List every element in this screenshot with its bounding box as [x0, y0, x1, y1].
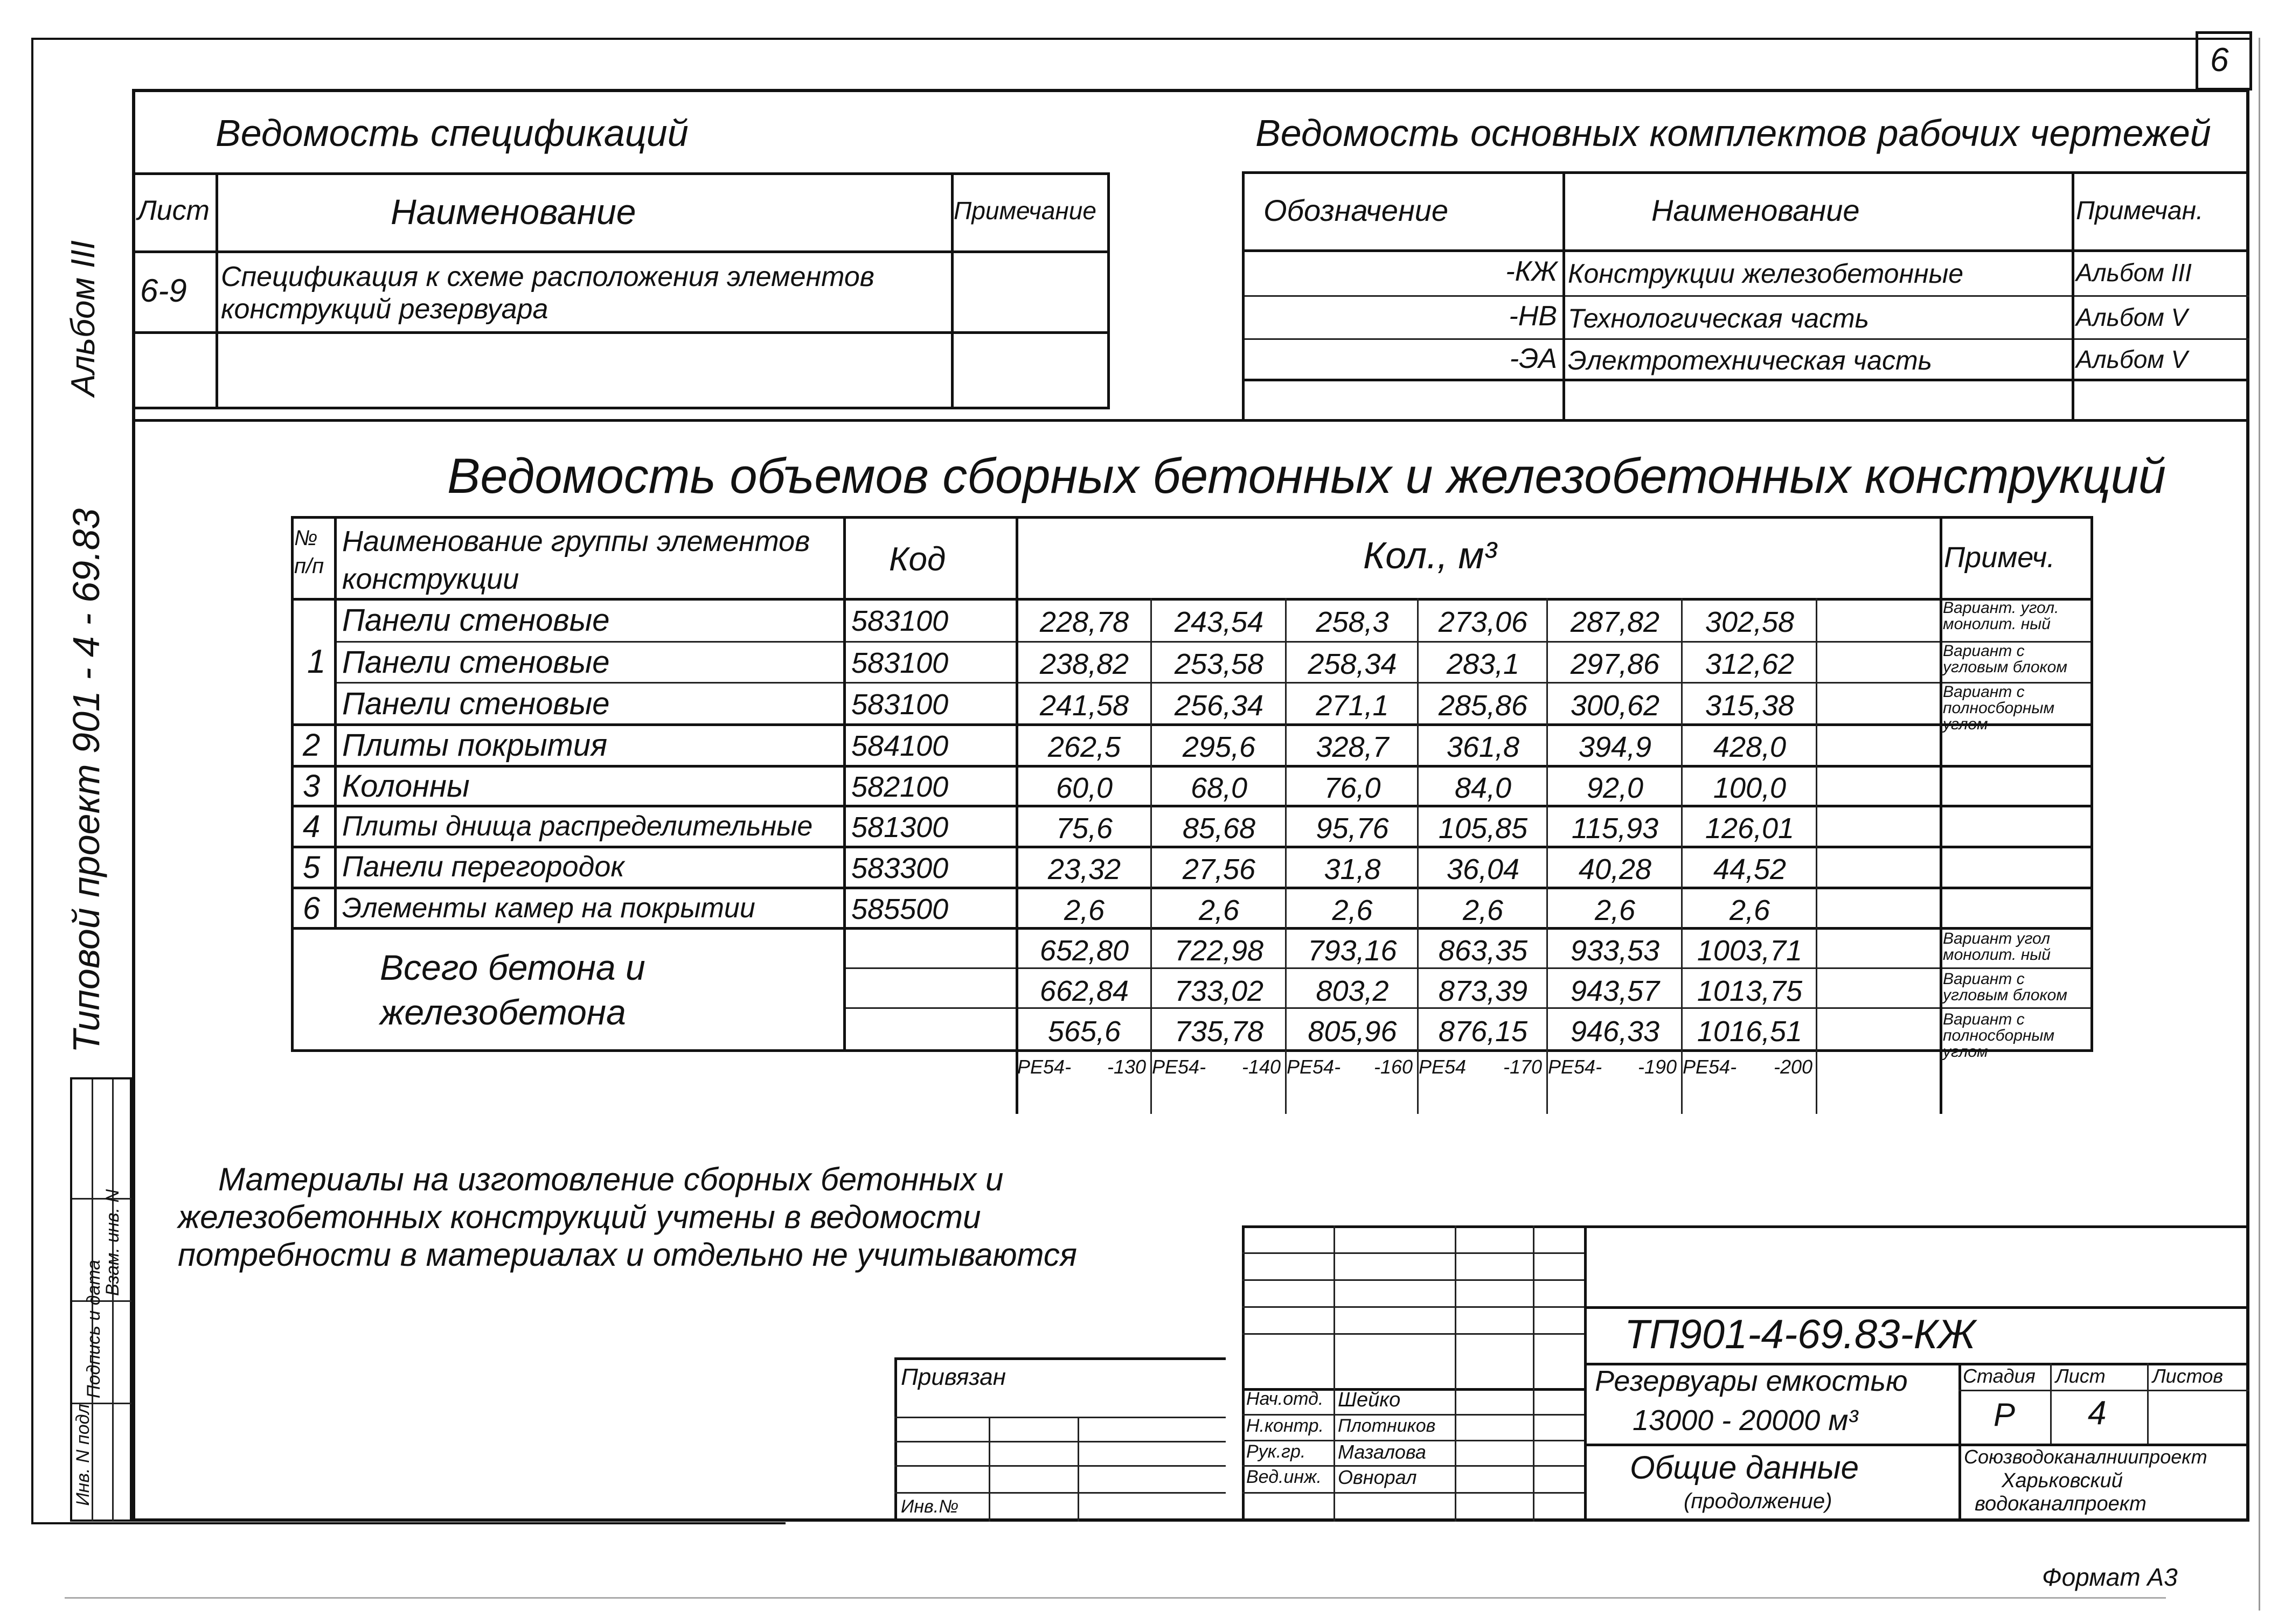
vol-total-2-v4: 873,39	[1438, 975, 1528, 1007]
vol-row-5-v2: 27,56	[1182, 853, 1256, 886]
vol-mark-6b: -200	[1774, 1056, 1813, 1078]
vol-row-1b-code: 583100	[851, 647, 949, 679]
vol-row-2-v1: 262,5	[1047, 731, 1121, 763]
vol-row-1c-v2: 256,34	[1174, 689, 1264, 722]
vol-mark-4a: РЕ54	[1419, 1056, 1467, 1078]
vol-row-1c-v6: 315,38	[1705, 689, 1795, 722]
vol-row-1c-v3: 271,1	[1316, 689, 1389, 722]
vol-row-1c-v5: 300,62	[1570, 689, 1660, 722]
vol-row-4-v5: 115,93	[1571, 812, 1659, 845]
vol-row-3-v3: 76,0	[1324, 772, 1381, 804]
vol-row-5-v3: 31,8	[1324, 853, 1381, 886]
vol-row-4-v4: 105,85	[1438, 812, 1528, 845]
vol-row-1a-code: 583100	[851, 605, 949, 637]
side-stamp-sign: Подпись и дата	[84, 1259, 104, 1398]
object-line-1: Резервуары емкостью	[1595, 1365, 1908, 1397]
vol-mark-3b: -160	[1374, 1056, 1413, 1078]
vol-mark-3a: РЕ54-	[1287, 1056, 1341, 1078]
spec-row-sheet: 6-9	[140, 273, 187, 309]
vol-total-label-1: Всего бетона и	[380, 947, 645, 987]
vol-total-3-note: Вариант с полносборным углом	[1943, 1010, 2055, 1061]
vol-total-1-v6: 1003,71	[1697, 935, 1803, 967]
attached-label: Привязан	[901, 1364, 1006, 1390]
vol-row-1b-v2: 253,58	[1174, 648, 1264, 680]
vol-row-3-v2: 68,0	[1190, 772, 1248, 804]
vol-total-label-2: железобетона	[380, 992, 626, 1032]
vol-row-3-v5: 92,0	[1586, 772, 1644, 804]
vol-row-6-num: 6	[303, 891, 321, 926]
stage-label: Стадия	[1963, 1365, 2036, 1387]
vol-total-3-v1: 565,6	[1047, 1015, 1121, 1048]
vol-row-4-code: 581300	[851, 811, 949, 844]
spec-title: Ведомость спецификаций	[216, 112, 689, 154]
vol-row-1c-name: Панели стеновые	[342, 686, 610, 721]
vol-row-4-v2: 85,68	[1182, 812, 1256, 845]
vol-row-3-name: Колонны	[342, 769, 470, 804]
sheet-label: Лист	[2055, 1365, 2106, 1387]
vol-total-3-v3: 805,96	[1308, 1015, 1397, 1048]
side-stamp-vzam: Взам. инв. N	[102, 1189, 123, 1296]
vol-total-2-note: Вариант с угловым блоком	[1943, 970, 2067, 1004]
vol-row-2-v6: 428,0	[1713, 731, 1787, 763]
sets-header-note: Примечан.	[2076, 197, 2204, 225]
vol-row-1c-v4: 285,86	[1438, 689, 1528, 722]
vol-row-6-name: Элементы камер на покрытии	[342, 893, 755, 924]
name-1: Шейко	[1338, 1389, 1401, 1411]
vol-row-1b-v5: 297,86	[1570, 648, 1660, 680]
volumes-table	[291, 516, 2093, 1114]
name-3: Мазалова	[1338, 1441, 1426, 1463]
vol-mark-2b: -140	[1242, 1056, 1281, 1078]
vol-row-5-v1: 23,32	[1047, 853, 1121, 886]
name-2: Плотников	[1338, 1416, 1436, 1436]
vol-total-1-v2: 722,98	[1174, 935, 1264, 967]
top-edge-line	[31, 38, 2251, 40]
vol-row-4-num: 4	[303, 809, 321, 844]
vol-row-1c-v1: 241,58	[1039, 689, 1129, 722]
vol-row-1a-v2: 243,54	[1174, 606, 1264, 638]
sheet-number: 6	[2210, 41, 2229, 79]
bottom-edge-line	[31, 1522, 786, 1524]
name-4: Овнорал	[1338, 1466, 1417, 1488]
sets-row-3-code: -ЭА	[1509, 343, 1557, 374]
vol-row-1a-v3: 258,3	[1316, 606, 1389, 638]
sets-row-1-code: -КЖ	[1505, 256, 1557, 287]
format-label: Формат А3	[2042, 1563, 2178, 1591]
vol-total-2-v3: 803,2	[1316, 975, 1389, 1007]
sets-row-2-name: Технологическая часть	[1568, 303, 1869, 333]
inv-label: Инв.№	[901, 1496, 959, 1517]
vol-header-qty: Кол., м³	[1363, 534, 1497, 576]
side-stamp	[70, 1077, 132, 1522]
sets-header-code: Обозначение	[1263, 193, 1449, 227]
vol-row-5-num: 5	[303, 850, 321, 885]
vol-row-1-num: 1	[307, 643, 326, 680]
vol-total-1-v1: 652,80	[1039, 935, 1129, 967]
sheet-value: 4	[2088, 1395, 2107, 1432]
vol-total-2-v2: 733,02	[1174, 975, 1264, 1007]
vol-row-2-num: 2	[303, 728, 321, 763]
vol-total-2-v5: 943,57	[1570, 975, 1660, 1007]
vol-mark-6a: РЕ54-	[1683, 1056, 1737, 1078]
vol-row-5-v5: 40,28	[1578, 853, 1652, 886]
spec-header-sheet: Лист	[137, 195, 210, 226]
vol-row-4-v1: 75,6	[1055, 812, 1113, 845]
vol-row-5-v4: 36,04	[1446, 853, 1520, 886]
sets-row-2-code: -НВ	[1509, 301, 1557, 332]
vol-row-2-code: 584100	[851, 730, 949, 762]
vol-total-2-v6: 1013,75	[1697, 975, 1803, 1007]
vol-row-3-code: 582100	[851, 771, 949, 803]
vol-row-4-name: Плиты днища распределительные	[342, 811, 813, 842]
vol-row-6-v3: 2,6	[1332, 894, 1373, 926]
side-album	[48, 124, 129, 555]
vol-total-3-v6: 1016,51	[1697, 1015, 1803, 1048]
org-line-3: водоканалпроект	[1975, 1493, 2147, 1515]
vol-total-3-v5: 946,33	[1570, 1015, 1660, 1048]
vol-total-1-v5: 933,53	[1570, 935, 1660, 967]
sets-header-name: Наименование	[1651, 193, 1860, 227]
left-edge-line	[31, 38, 33, 1524]
sets-row-1-note: Альбом III	[2076, 259, 2192, 287]
vol-row-1a-v4: 273,06	[1438, 606, 1528, 638]
vol-total-3-v2: 735,78	[1174, 1015, 1264, 1048]
vol-row-3-v1: 60,0	[1055, 772, 1113, 804]
attached-block	[894, 1357, 1226, 1522]
vol-row-1a-name: Панели стеновые	[342, 603, 610, 638]
spec-header-note: Примечание	[954, 197, 1096, 225]
vol-mark-4b: -170	[1503, 1056, 1543, 1078]
vol-mark-2a: РЕ54-	[1152, 1056, 1206, 1078]
vol-row-6-v1: 2,6	[1064, 894, 1105, 926]
sets-table	[1242, 171, 2249, 419]
vol-row-1c-note: Вариант с полносборным углом	[1943, 683, 2055, 733]
vol-row-6-v2: 2,6	[1198, 894, 1240, 926]
document-code: ТП901-4-69.83-КЖ	[1624, 1312, 1976, 1357]
sets-title: Ведомость основных комплектов рабочих чертежей	[1255, 112, 2211, 154]
vol-row-1a-v1: 228,78	[1039, 606, 1129, 638]
vol-mark-5a: РЕ54-	[1548, 1056, 1602, 1078]
vol-header-num: № п/п	[294, 526, 324, 578]
role-3: Рук.гр.	[1246, 1441, 1306, 1462]
materials-note-line-3: потребности в материалах и отдельно не учитываются	[178, 1237, 1077, 1273]
vol-row-3-v6: 100,0	[1713, 772, 1787, 804]
role-1: Нач.отд.	[1246, 1389, 1324, 1409]
spec-header-name: Наименование	[391, 192, 636, 232]
org-line-1: Союзводоканалниипроект	[1964, 1446, 2207, 1468]
side-stamp-inv: Инв. N подл	[73, 1404, 93, 1506]
vol-row-6-v5: 2,6	[1594, 894, 1636, 926]
sets-row-3-note: Альбом V	[2076, 345, 2188, 373]
vol-row-1c-code: 583100	[851, 688, 949, 721]
vol-row-6-v6: 2,6	[1729, 894, 1770, 926]
vol-row-1b-v6: 312,62	[1705, 648, 1795, 680]
vol-header-name: Наименование группы элементов конструкции	[342, 525, 810, 596]
title-block	[1242, 1225, 2249, 1522]
top-separator	[132, 419, 2249, 422]
role-4: Вед.инж.	[1246, 1467, 1322, 1487]
sheet-number-box	[2196, 31, 2252, 90]
vol-total-3-v4: 876,15	[1438, 1015, 1528, 1048]
right-trim-line	[2259, 38, 2260, 1611]
spec-table	[132, 172, 1110, 409]
vol-row-5-name: Панели перегородок	[342, 851, 624, 883]
spec-row-name: Спецификация к схеме расположения элементов конструкций резервуара	[221, 261, 874, 325]
vol-row-2-v5: 394,9	[1578, 731, 1652, 763]
sets-row-2-note: Альбом V	[2076, 303, 2188, 331]
vol-row-1a-note: Вариант. угол. монолит. ный	[1943, 599, 2059, 633]
vol-row-1b-v1: 238,82	[1039, 648, 1129, 680]
vol-row-1a-v5: 287,82	[1570, 606, 1660, 638]
vol-row-4-v6: 126,01	[1705, 812, 1795, 845]
vol-total-1-v4: 863,35	[1438, 935, 1528, 967]
org-line-2: Харьковский	[2002, 1469, 2123, 1492]
sheet-title-2: (продолжение)	[1684, 1489, 1832, 1513]
sets-row-3-name: Электротехническая часть	[1568, 345, 1932, 375]
sets-row-1-name: Конструкции железобетонные	[1568, 259, 1964, 289]
vol-row-1b-v3: 258,34	[1308, 648, 1397, 680]
vol-row-1a-v6: 302,58	[1705, 606, 1795, 638]
vol-row-2-v3: 328,7	[1316, 731, 1389, 763]
vol-row-2-v2: 295,6	[1182, 731, 1256, 763]
vol-row-4-v3: 95,76	[1316, 812, 1389, 845]
materials-note-line-2: железобетонных конструкций учтены в ведомости	[178, 1199, 981, 1235]
vol-row-3-num: 3	[303, 769, 321, 804]
vol-total-2-v1: 662,84	[1039, 975, 1129, 1007]
sheets-label: Листов	[2152, 1365, 2224, 1387]
vol-row-3-v4: 84,0	[1454, 772, 1512, 804]
vol-mark-1a: РЕ54-	[1017, 1056, 1072, 1078]
sheet-title-1: Общие данные	[1630, 1449, 1859, 1486]
side-project	[48, 508, 129, 1077]
role-2: Н.контр.	[1246, 1416, 1324, 1436]
project-label: Типовой проект 901 - 4 - 69.83	[65, 508, 107, 1053]
volumes-title: Ведомость объемов сборных бетонных и железобетонных конструкций	[447, 449, 2166, 504]
object-line-2: 13000 - 20000 м³	[1633, 1404, 1858, 1437]
vol-row-6-code: 585500	[851, 893, 949, 925]
vol-total-1-note: Вариант угол монолит. ный	[1943, 930, 2051, 964]
stage-value: Р	[1994, 1397, 2016, 1433]
vol-mark-1b: -130	[1107, 1056, 1147, 1078]
vol-row-2-v4: 361,8	[1446, 731, 1520, 763]
vol-header-note: Примеч.	[1944, 541, 2055, 574]
materials-note-line-1: Материалы на изготовление сборных бетонных и	[218, 1161, 1004, 1197]
vol-row-1b-v4: 283,1	[1446, 648, 1520, 680]
album-label: Альбом III	[65, 240, 102, 396]
vol-row-1b-name: Панели стеновые	[342, 645, 610, 680]
vol-mark-5b: -190	[1638, 1056, 1677, 1078]
vol-row-5-v6: 44,52	[1713, 853, 1787, 886]
vol-row-1b-note: Вариант с угловым блоком	[1943, 642, 2067, 676]
vol-header-code: Код	[889, 541, 946, 578]
vol-total-1-v3: 793,16	[1308, 935, 1397, 967]
vol-row-6-v4: 2,6	[1462, 894, 1504, 926]
vol-row-2-name: Плиты покрытия	[342, 728, 608, 763]
bottom-trim-line	[65, 1597, 2166, 1599]
vol-row-5-code: 583300	[851, 852, 949, 884]
